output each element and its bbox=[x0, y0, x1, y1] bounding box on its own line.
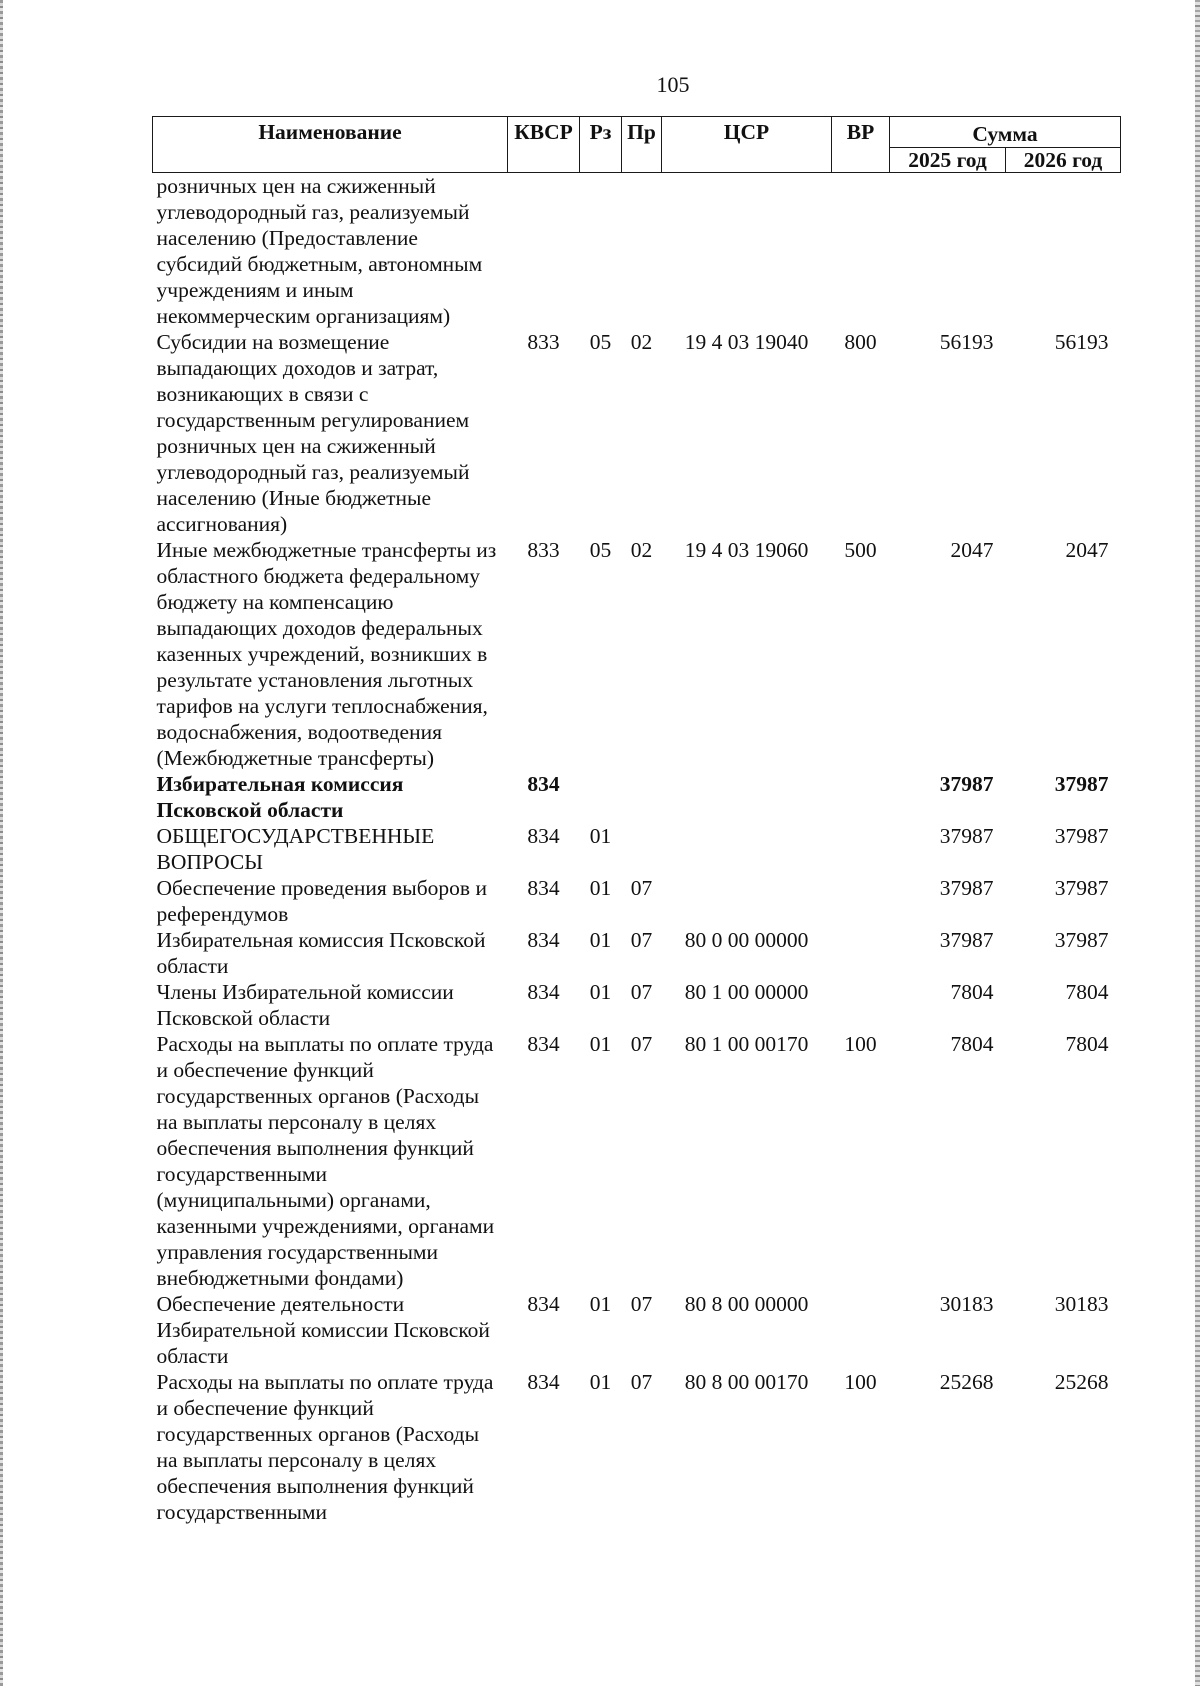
header-pr: Пр bbox=[622, 117, 662, 173]
cell-rz: 01 bbox=[589, 876, 612, 900]
table-header bbox=[153, 117, 1121, 173]
cell-pr bbox=[622, 771, 662, 823]
cell-2025: 37987 bbox=[939, 876, 994, 900]
cell-csr: 19 4 03 19040 bbox=[684, 330, 809, 354]
header-name: Наименование bbox=[153, 117, 508, 173]
cell-name: розничных цен на сжиженный углеводородный газ, реализуемый населению (Предоставление субсидий бюджетным, автономным учреждениям и иным некоммерческим организациям) bbox=[156, 174, 483, 328]
cell-2026: 56193 bbox=[1054, 330, 1109, 354]
cell-2026: 37987 bbox=[1054, 876, 1109, 900]
cell-2025 bbox=[890, 173, 1006, 330]
cell-pr: 07 bbox=[630, 1292, 653, 1316]
cell-kvsr: 834 bbox=[527, 928, 560, 952]
scan-edge-right bbox=[1195, 0, 1200, 1686]
cell-rz: 05 bbox=[589, 538, 612, 562]
cell-2026: 25268 bbox=[1054, 1370, 1109, 1394]
table-row bbox=[153, 1291, 1121, 1369]
cell-pr: 02 bbox=[630, 330, 653, 354]
cell-csr: 80 0 00 00000 bbox=[684, 928, 809, 952]
cell-2025: 37987 bbox=[939, 772, 994, 796]
cell-2025: 7804 bbox=[950, 1032, 994, 1056]
cell-csr bbox=[662, 173, 832, 330]
cell-kvsr: 834 bbox=[527, 1370, 560, 1394]
cell-rz: 01 bbox=[589, 1370, 612, 1394]
cell-name: Иные межбюджетные трансферты из областного бюджета федеральному бюджету на компенсацию выпадающих доходов федеральных казенных учреждений, возникших в результате установления льготных тарифов на услуги теплоснабжения, водоснабжения, водоотведения (Межбюджетные трансферты) bbox=[156, 538, 497, 770]
cell-pr bbox=[622, 173, 662, 330]
cell-pr: 07 bbox=[630, 928, 653, 952]
cell-name: Расходы на выплаты по оплате труда и обеспечение функций государственных органов (Расходы на выплаты персоналу в целях обеспечения выполнения функций государственными (муниципальными) органами, казенными учреждениями, органами управления государственными внебюджетными фондами) bbox=[156, 1032, 495, 1290]
cell-2025: 7804 bbox=[950, 980, 994, 1004]
cell-vr bbox=[832, 823, 890, 875]
cell-rz: 01 bbox=[589, 980, 612, 1004]
cell-name: Субсидии на возмещение выпадающих доходов и затрат, возникающих в связи с государственным регулированием розничных цен на сжиженный углеводородный газ, реализуемый населению (Иные бюджетные ассигнования) bbox=[156, 330, 470, 536]
cell-csr: 80 1 00 00170 bbox=[684, 1032, 809, 1056]
cell-2025: 37987 bbox=[939, 928, 994, 952]
table-row bbox=[153, 771, 1121, 823]
cell-name: Избирательная комиссия Псковской области bbox=[156, 772, 404, 822]
header-kvsr: КВСР bbox=[508, 117, 580, 173]
cell-csr bbox=[662, 875, 832, 927]
cell-rz: 01 bbox=[589, 928, 612, 952]
header-year-2026: 2026 год bbox=[1006, 148, 1121, 173]
page-number: 105 bbox=[656, 72, 690, 97]
cell-kvsr: 833 bbox=[527, 538, 560, 562]
cell-2026: 37987 bbox=[1054, 772, 1109, 796]
cell-name: Обеспечение проведения выборов и референдумов bbox=[156, 876, 487, 926]
cell-kvsr: 834 bbox=[527, 1292, 560, 1316]
table-row bbox=[153, 875, 1121, 927]
cell-rz: 01 bbox=[589, 1292, 612, 1316]
cell-vr bbox=[832, 173, 890, 330]
cell-2026: 30183 bbox=[1054, 1292, 1109, 1316]
cell-csr: 19 4 03 19060 bbox=[684, 538, 809, 562]
cell-rz bbox=[580, 173, 622, 330]
header-csr: ЦСР bbox=[662, 117, 832, 173]
cell-vr: 100 bbox=[844, 1032, 877, 1056]
cell-2025: 56193 bbox=[939, 330, 994, 354]
cell-name: ОБЩЕГОСУДАРСТВЕННЫЕ ВОПРОСЫ bbox=[156, 824, 435, 874]
cell-vr bbox=[832, 1291, 890, 1369]
cell-rz: 01 bbox=[589, 824, 612, 848]
cell-2025: 25268 bbox=[939, 1370, 994, 1394]
cell-csr: 80 8 00 00170 bbox=[684, 1370, 809, 1394]
cell-pr bbox=[622, 823, 662, 875]
cell-pr: 02 bbox=[630, 538, 653, 562]
cell-csr: 80 8 00 00000 bbox=[684, 1292, 809, 1316]
header-vr: ВР bbox=[832, 117, 890, 173]
cell-vr: 500 bbox=[844, 538, 877, 562]
cell-pr: 07 bbox=[630, 980, 653, 1004]
cell-name: Члены Избирательной комиссии Псковской области bbox=[156, 980, 454, 1030]
cell-name: Обеспечение деятельности Избирательной комиссии Псковской области bbox=[156, 1292, 490, 1368]
table-row bbox=[153, 823, 1121, 875]
cell-kvsr bbox=[508, 173, 580, 330]
cell-pr: 07 bbox=[630, 876, 653, 900]
cell-rz: 01 bbox=[589, 1032, 612, 1056]
cell-2026 bbox=[1006, 173, 1121, 330]
cell-kvsr: 834 bbox=[527, 772, 560, 796]
table-row bbox=[153, 927, 1121, 979]
cell-2025: 2047 bbox=[950, 538, 994, 562]
cell-kvsr: 833 bbox=[527, 330, 560, 354]
cell-pr: 07 bbox=[630, 1032, 653, 1056]
cell-csr: 80 1 00 00000 bbox=[684, 980, 809, 1004]
cell-2026: 37987 bbox=[1054, 928, 1109, 952]
table-row bbox=[153, 1369, 1121, 1525]
table-row bbox=[153, 1031, 1121, 1291]
cell-rz bbox=[580, 771, 622, 823]
cell-vr: 800 bbox=[844, 330, 877, 354]
table-row bbox=[153, 173, 1121, 330]
cell-kvsr: 834 bbox=[527, 1032, 560, 1056]
cell-vr bbox=[832, 771, 890, 823]
header-rz: Рз bbox=[580, 117, 622, 173]
budget-table bbox=[152, 116, 1121, 1525]
cell-rz: 05 bbox=[589, 330, 612, 354]
cell-kvsr: 834 bbox=[527, 876, 560, 900]
cell-2026: 37987 bbox=[1054, 824, 1109, 848]
table-row bbox=[153, 537, 1121, 771]
cell-csr bbox=[662, 823, 832, 875]
table-row bbox=[153, 979, 1121, 1031]
cell-pr: 07 bbox=[630, 1370, 653, 1394]
cell-name: Избирательная комиссия Псковской области bbox=[156, 928, 486, 978]
cell-2026: 2047 bbox=[1065, 538, 1109, 562]
cell-vr bbox=[832, 979, 890, 1031]
table-body bbox=[153, 173, 1121, 1526]
cell-vr bbox=[832, 927, 890, 979]
cell-2026: 7804 bbox=[1065, 980, 1109, 1004]
cell-csr bbox=[662, 771, 832, 823]
cell-2025: 37987 bbox=[939, 824, 994, 848]
header-year-2025: 2025 год bbox=[890, 148, 1006, 173]
cell-vr: 100 bbox=[844, 1370, 877, 1394]
header-sum: Сумма bbox=[890, 117, 1121, 148]
cell-kvsr: 834 bbox=[527, 824, 560, 848]
cell-vr bbox=[832, 875, 890, 927]
cell-kvsr: 834 bbox=[527, 980, 560, 1004]
scan-edge-left bbox=[0, 0, 3, 1686]
cell-2025: 30183 bbox=[939, 1292, 994, 1316]
cell-2026: 7804 bbox=[1065, 1032, 1109, 1056]
table-row bbox=[153, 329, 1121, 537]
cell-name: Расходы на выплаты по оплате труда и обеспечение функций государственных органов (Расходы на выплаты персоналу в целях обеспечения выполнения функций государственными bbox=[156, 1370, 494, 1524]
